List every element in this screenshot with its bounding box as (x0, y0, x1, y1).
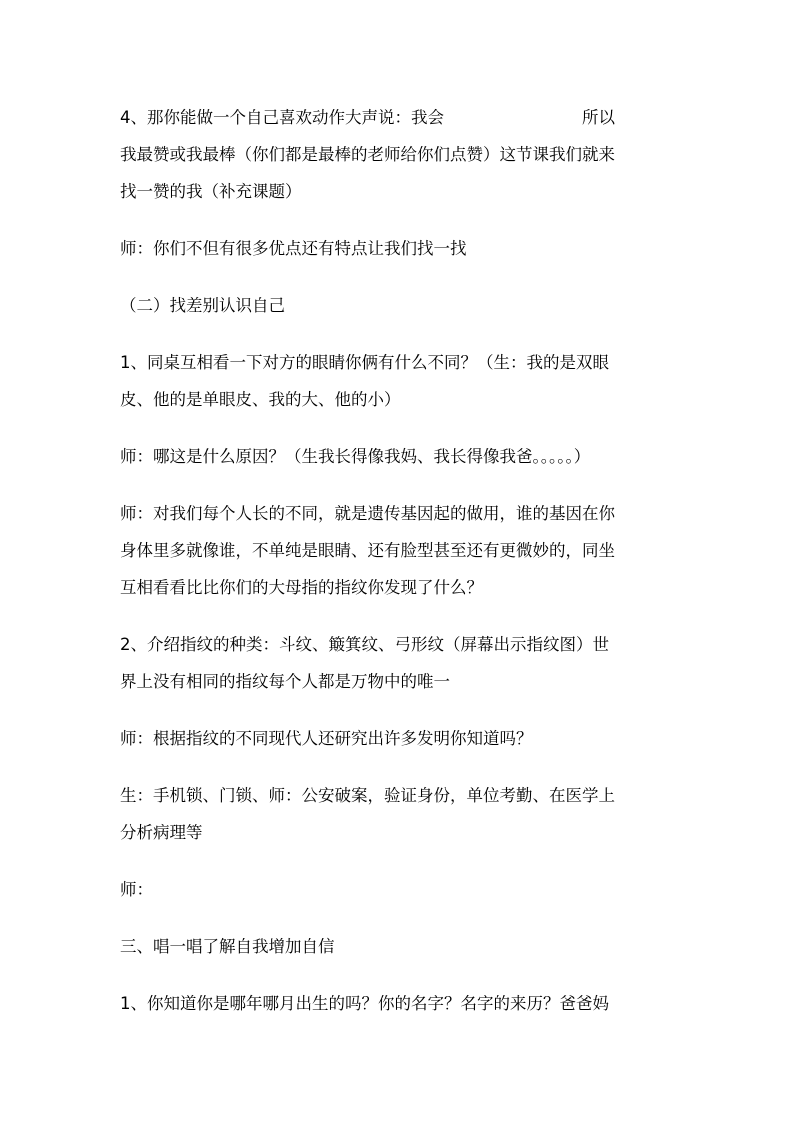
paragraph-action-intro (120, 99, 680, 210)
text-line: 皮、他的是单眼皮、我的大、他的小） (120, 390, 401, 409)
paragraph-fingerprint-types (120, 626, 680, 700)
paragraph-teacher-genes (120, 495, 680, 606)
text-line: 1、你知道你是哪年哪月出生的吗？你的名字？名字的来历？爸爸妈 (120, 994, 609, 1013)
section-heading-sing (120, 928, 680, 965)
text-line: 我最赞或我最棒（你们都是最棒的老师给你们点赞）这节课我们就来 (120, 145, 615, 164)
section-heading-find-difference (120, 287, 680, 324)
text-line: 分析病理等 (120, 823, 203, 842)
text-line: 身体里多就像谁，不单纯是眼睛、还有脸型甚至还有更微妙的，同坐 (120, 541, 615, 560)
text-line: 三、唱一唱了解自我增加自信 (120, 937, 335, 956)
paragraph-teacher-inventions (120, 720, 680, 757)
text-line: 互相看看比比你们的大母指的指纹你发现了什么？ (120, 578, 483, 597)
paragraph-birth-name (120, 985, 680, 1022)
paragraph-teacher-features (120, 230, 680, 267)
paragraph-teacher-reason (120, 438, 680, 475)
text-line (120, 99, 680, 136)
text-line: 1、同桌互相看一下对方的眼睛你俩有什么不同？（生：我的是双眼 (120, 353, 609, 372)
text-line: 师：根据指纹的不同现代人还研究出许多发明你知道吗？ (120, 729, 533, 748)
text-line: 找一赞的我（补充课题） (120, 182, 302, 201)
paragraph-teacher-empty (120, 871, 680, 908)
text-line: （二）找差别认识自己 (120, 296, 285, 315)
text-line: 生：手机锁、门锁、师：公安破案，验证身份，单位考勤、在医学上 (120, 786, 615, 805)
text-line: 师：哪这是什么原因？（生我长得像我妈、我长得像我爸。。。。。） (120, 447, 591, 466)
paragraph-student-answer (120, 777, 680, 851)
text-line: 师：你们不但有很多优点还有特点让我们找一找 (120, 239, 467, 258)
text-line: 师：对我们每个人长的不同，就是遗传基因起的做用，谁的基因在你 (120, 504, 615, 523)
text-line: 界上没有相同的指纹每个人都是万物中的唯一 (120, 672, 450, 691)
text-after-blank: 所以 (582, 108, 615, 127)
text-line: 2、介绍指纹的种类：斗纹、簸箕纹、弓形纹（屏幕出示指纹图）世 (120, 635, 609, 654)
paragraph-eyes-compare (120, 344, 680, 418)
text-before-blank: 4、那你能做一个自己喜欢动作大声说：我会 (120, 108, 444, 127)
document-body (120, 99, 680, 1042)
text-line: 师： (120, 880, 153, 899)
